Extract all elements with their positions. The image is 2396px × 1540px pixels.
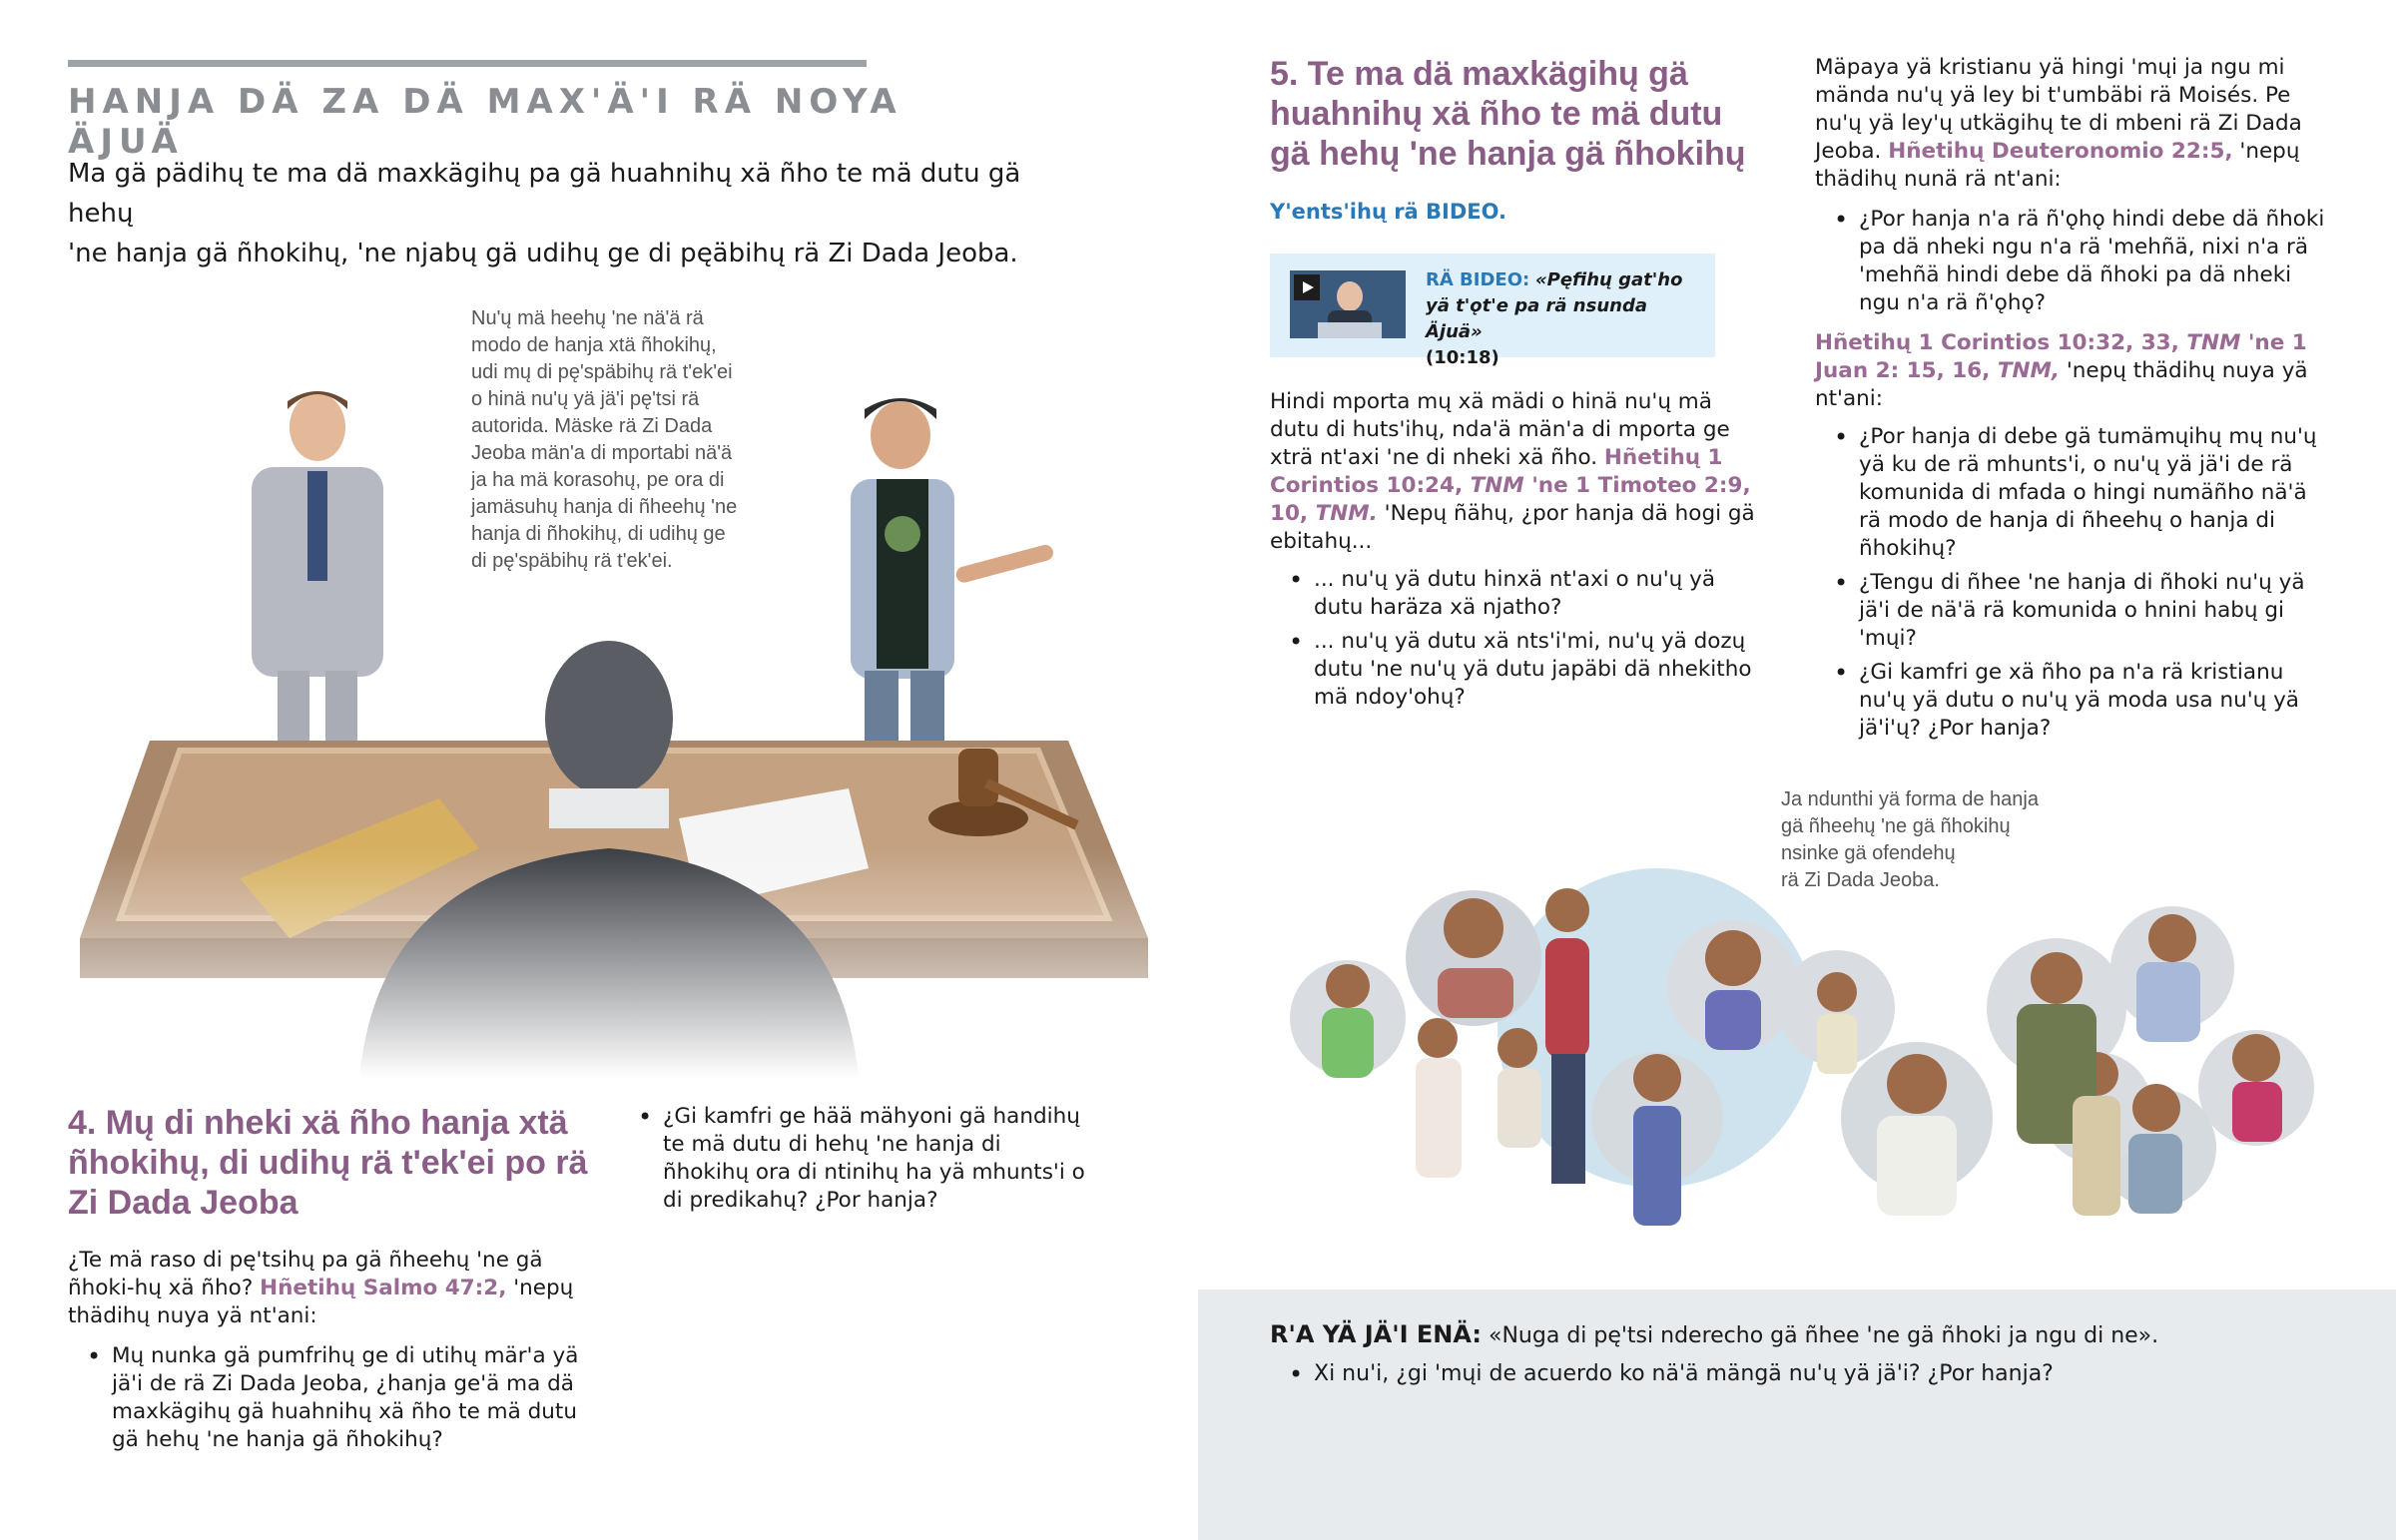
caption-line: Jeoba män'a di mportabi nä'ä: [471, 442, 733, 464]
bullet-list: [1815, 423, 2334, 743]
section-4-question: ¿Te mä raso di pę'tsihų pa gä ñheehų 'ne gä ñhoki-hų xä ñho? Hñetihų Salmo 47:2, 'nepų thädihų nuya yä nt'ani:: [68, 1248, 574, 1328]
scripture-link[interactable]: Hñetihų Salmo 47:2,: [260, 1276, 507, 1300]
list-item: • ¿Gi kamfri ge xä ñho pa n'a rä kristianu nu'ų yä dutu o nu'ų yä moda usa nu'ų yä jä'i'ų? ¿Por hanja?: [1859, 659, 2334, 743]
title-line: huahnihų xä ñho te mä dutu: [1270, 95, 1723, 133]
intro-paragraph: [68, 154, 1066, 273]
section-4-body: [68, 1247, 587, 1460]
list-item: • ¿Por hanja n'a rä ñ'ǫhǫ hindi debe dä ñhoki pa dä nheki ngu n'a rä 'mehñä, nixi n'a rä 'mehñä hindi debe dä ñhoki pa dä nheki ngu n'a rä ñ'ǫhǫ?: [1859, 206, 2334, 317]
list-item: • ... nu'ų yä dutu hinxä nt'axi o nu'ų yä dutu haräza xä njatho?: [1314, 566, 1759, 622]
caption-line: nsinke gä ofendehų: [1781, 842, 1956, 864]
list-item: • ¿Por hanja di debe gä tumämųihų mų nu'ų yä ku de rä mhunts'i, o nu'ų yä jä'i de rä komunida di mfada o hingi numäñho nä'ä rä modo de hanja di ñheehų o hanja di ñhokihų?: [1859, 423, 2334, 563]
video-title: «Pęfihų gat'ho yä t'ǫt'e pa rä nsunda Äjuä»: [1426, 269, 1683, 342]
list-item: • ... nu'ų yä dutu xä nts'i'mi, nu'ų yä dozų dutu 'ne nu'ų yä dutu japäbi dä nhekitho mä ndoy'ohų?: [1314, 628, 1759, 712]
heading-rule: [68, 60, 867, 67]
bullet-list: [68, 1342, 587, 1454]
caption-line: rä Zi Dada Jeoba.: [1781, 869, 1940, 891]
bullet-list: [619, 1103, 1088, 1215]
bullet-list: [1815, 206, 2334, 317]
play-icon[interactable]: [1294, 274, 1320, 300]
intro-line: Ma gä pädihų te ma dä maxkägihų pa gä huahnihų xä ñho te mä dutu gä hehų: [68, 159, 1021, 229]
section-5-paragraph: Hñetihų 1 Corintios 10:32, 33, TNM 'ne 1 Juan 2: 15, 16, TNM, 'nepų thädihų nuya yä nt'ani:: [1815, 330, 2308, 411]
caption-line: hanja di ñhokihų, di udihų ge: [471, 523, 726, 545]
section-4-body-col2: [619, 1103, 1088, 1221]
man-in-suit: [252, 391, 383, 790]
list-item: • Mų nunka gä pumfrihų ge di utihų mär'a yä jä'i de rä Zi Dada Jeoba, ¿hanja ge'ä ma dä maxkägihų gä huahnihų xä ñho te mä dutu gä hehų 'ne hanja gä ñhokihų?: [112, 1342, 587, 1454]
title-line: ñhokihų, di udihų rä t'ek'ei po rä: [68, 1144, 588, 1182]
title-line: 5. Te ma dä maxkägihų gä: [1270, 55, 1688, 93]
section-5-body-col2: [1815, 54, 2334, 749]
title-line: 4. Mų di nheki xä ñho hanja xtä: [68, 1104, 568, 1142]
caption-line: Ja ndunthi yä forma de hanja: [1781, 788, 2039, 810]
video-info: RÄ BIDEO: «Pęfihų gat'ho yä t'ǫt'e pa rä nsunda Äjuä» (10:18): [1426, 269, 1683, 368]
caption-line: ja ha mä korasohų, pe ora di: [471, 469, 725, 491]
intro-line: 'ne hanja gä ñhokihų, 'ne njabų gä udihų ge di pęäbihų rä Zi Dada Jeoba.: [68, 239, 1018, 268]
section-5-paragraph: Hindi mporta mų xä mädi o hinä nu'ų mä dutu di huts'ihų, nda'ä män'a di mporta ge xträ nt'axi 'ne di nheki xä ñho. Hñetihų 1 Corintios 10:24, TNM 'ne 1 Timoteo 2:9, 10, TNM. 'Nepų ñähų, ¿por hanja dä hogi gä ebitahų...: [1270, 389, 1755, 554]
list-item: • ¿Tengu di ñhee 'ne hanja di ñhoki nu'ų yä jä'i de nä'ä rä komunida o hnini habų gi 'mųi?: [1859, 569, 2334, 653]
courtroom-caption: [471, 305, 761, 575]
caption-line: di pę'späbihų rä t'ek'ei.: [471, 550, 673, 572]
title-line: gä hehų 'ne hanja gä ñhokihų: [1270, 135, 1746, 173]
scripture-link[interactable]: Hñetihų 1 Corintios 10:24, TNM 'ne 1 Timoteo 2:9, 10, TNM.: [1270, 445, 1751, 526]
section-4-title: [68, 1103, 627, 1223]
caption-line: jamäsuhų hanja di ñheehų 'ne: [471, 496, 738, 518]
caption-line: gä ñheehų 'ne gä ñhokihų: [1781, 815, 2011, 837]
scripture-link[interactable]: Hñetihų Deuteronomio 22:5,: [1888, 139, 2233, 164]
young-man: [851, 398, 1055, 790]
caption-line: autorida. Mäske rä Zi Dada: [471, 415, 713, 437]
caption-line: modo de hanja xtä ñhokihų,: [471, 334, 717, 356]
discussion-label: R'A YÄ JÄ'I ENÄ:: [1270, 1320, 1483, 1348]
discussion-quote: «Nuga di pę'tsi nderecho gä ñhee 'ne gä ñhoki ja ngu di ne».: [1489, 1323, 2159, 1348]
scripture-link[interactable]: Hñetihų 1 Corintios 10:32, 33, TNM 'ne 1 Juan 2: 15, 16, TNM,: [1815, 330, 2307, 383]
discussion-content: [1270, 1319, 2348, 1395]
page-title: HANJA DÄ ZA DÄ MAX'Ä'I RÄ NOYA ÄJUÄ: [68, 82, 902, 162]
people-illustration: [1278, 858, 2316, 1289]
title-line: Zi Dada Jeoba: [68, 1184, 299, 1222]
video-duration: (10:18): [1426, 347, 1499, 368]
bullet-list: [1270, 1359, 2348, 1389]
video-thumbnail[interactable]: [1290, 270, 1406, 338]
caption-line: o hinä nu'ų yä jä'i pę'tsi rä: [471, 388, 700, 410]
video-card[interactable]: [1270, 254, 1715, 368]
video-link[interactable]: Y'ents'ihų rä BIDEO.: [1270, 200, 1507, 224]
section-5-paragraph: Mäpaya yä kristianu yä hingi 'mųi ja ngu mi mända nu'ų yä ley bi t'umbäbi rä Moisés. Pe nu'ų yä ley'ų utkägihų te di mbeni rä Zi Dada Jeoba. Hñetihų Deuteronomio 22:5, 'nepų thädihų nunä rä nt'ani:: [1815, 55, 2302, 192]
bullet-list: [1270, 566, 1759, 712]
list-item: • Xi nu'i, ¿gi 'mųi de acuerdo ko nä'ä mängä nu'ų yä jä'i? ¿Por hanja?: [1314, 1359, 2348, 1389]
caption-line: Nu'ų mä heehų 'ne nä'ä rä: [471, 307, 704, 329]
caption-line: udi mų di pę'späbihų rä t'ek'ei: [471, 361, 733, 383]
section-5-title: [1270, 54, 1789, 174]
list-item: • ¿Gi kamfri ge hää mähyoni gä handihų te mä dutu di hehų 'ne hanja di ñhokihų ora di ntinihų ha yä mhunts'i o di predikahų? ¿Por hanja?: [663, 1103, 1088, 1215]
section-5-body: [1270, 388, 1759, 718]
discussion-statement: [1270, 1319, 2348, 1351]
